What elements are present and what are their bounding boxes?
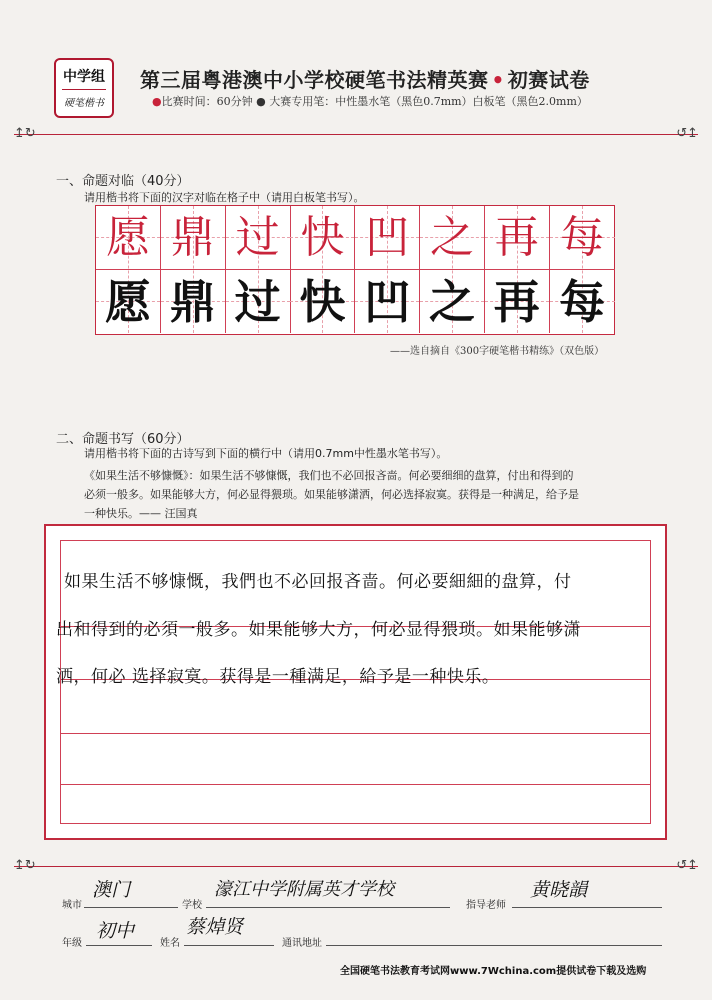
section1-heading: 一、命题对临（40分） [56, 174, 190, 189]
scissor-ornament-icon: ↺↥ [676, 126, 698, 141]
copied-character[interactable]: 每 [559, 275, 606, 329]
page-title [140, 64, 590, 93]
badge-divider [62, 89, 106, 90]
copied-character[interactable]: 快 [299, 275, 346, 329]
grid-cell [290, 206, 355, 333]
scissor-ornament-icon: ↥↻ [14, 858, 36, 873]
exam-info [152, 93, 588, 109]
address-label: 通讯地址 [282, 938, 322, 949]
school-value[interactable]: 濠江中学附属英才学校 [214, 879, 394, 900]
reference-character: 再 [494, 212, 539, 263]
scissor-ornament-icon: ↥↻ [14, 126, 36, 141]
cell-divider [355, 269, 419, 270]
reference-character: 过 [235, 212, 280, 263]
section1-instruction: 请用楷书将下面的汉字对临在格子中（请用白板笔书写）。 [84, 191, 365, 204]
city-value[interactable]: 澳门 [92, 879, 131, 901]
handwriting-line: 洒，何必 选择寂寞。获得是一種满足，給予是一种快乐。 [56, 667, 500, 687]
cell-divider [550, 269, 615, 270]
header-rule [14, 134, 698, 135]
poem-line: 《如果生活不够慷慨》：如果生活不够慷慨，我们也不必回报吝啬。何必要细细的盘算，付出和得到的 [84, 469, 574, 482]
cell-divider [161, 269, 225, 270]
city-line [84, 907, 178, 908]
address-line [326, 945, 662, 946]
scissor-ornament-icon: ↺↥ [676, 858, 698, 873]
city-label: 城市 [62, 900, 82, 911]
footer-rule [14, 866, 698, 867]
grid-cell [161, 206, 226, 333]
copied-character[interactable]: 鼎 [169, 275, 216, 329]
grid-cell [550, 206, 615, 333]
name-label: 姓名 [160, 938, 180, 949]
handwriting-line: 出和得到的必須一般多。如果能够大方，何必显得猥琐。如果能够潇 [56, 620, 581, 640]
writing-line [60, 784, 651, 785]
grid-cell [420, 206, 485, 333]
grid-cell [485, 206, 550, 333]
copied-character[interactable]: 过 [234, 275, 281, 329]
poem-line: 一种快乐。—— 汪国真 [84, 507, 198, 520]
title-dot: • [491, 68, 505, 92]
reference-character: 之 [430, 212, 474, 263]
handwriting-line: 如果生活不够慷慨，我們也不必回报吝啬。何必要細細的盘算，付 [64, 572, 572, 592]
teacher-label: 指导老师 [466, 900, 506, 911]
name-line [184, 945, 274, 946]
cell-divider [485, 269, 549, 270]
badge-group: 中学组 [63, 69, 105, 85]
grid-cell [96, 206, 161, 333]
reference-character: 凹 [365, 212, 410, 263]
cell-divider [226, 269, 290, 270]
teacher-value[interactable]: 黄晓韻 [530, 879, 588, 901]
section2-instruction: 请用楷书将下面的古诗写到下面的横行中（请用0.7mm中性墨水笔书写）。 [84, 447, 448, 460]
title-main: 第三届粤港澳中小学校硬笔书法精英赛 [140, 68, 489, 92]
grade-line [86, 945, 152, 946]
reference-character: 每 [560, 212, 605, 263]
reference-character: 鼎 [170, 212, 215, 263]
group-badge [54, 58, 114, 118]
grid-cell [355, 206, 420, 333]
copy-grid [95, 205, 615, 335]
school-line [206, 907, 450, 908]
copied-character[interactable]: 愿 [105, 275, 151, 329]
section2-heading: 二、命题书写（60分） [56, 432, 190, 447]
poem-line: 必须一般多。如果能够大方，何必显得猥琐。如果能够潇洒，何必选择寂寞。获得是一种满足，给予是 [84, 488, 579, 501]
cell-divider [420, 269, 484, 270]
reference-character: 快 [300, 212, 345, 263]
badge-subtitle: 硬笔楷书 [64, 98, 104, 109]
copied-character[interactable]: 凹 [364, 275, 411, 329]
bullet-icon: ● [152, 95, 162, 108]
grid-cell [226, 206, 291, 333]
teacher-line [512, 907, 662, 908]
reference-character: 愿 [106, 212, 150, 263]
exam-info-text: 比赛时间：60分钟 ● 大赛专用笔：中性墨水笔（黑色0.7mm）白板笔（黑色2.0mm） [161, 95, 588, 108]
source-note: ——选自摘自《300字硬笔楷书精练》（双色版） [390, 346, 605, 357]
writing-line [60, 733, 651, 734]
cell-divider [96, 269, 160, 270]
name-value[interactable]: 蔡焯贤 [186, 916, 244, 938]
grade-label: 年级 [62, 938, 82, 949]
copied-character[interactable]: 之 [429, 275, 475, 329]
copied-character[interactable]: 再 [493, 275, 540, 329]
grade-value[interactable]: 初中 [96, 920, 135, 942]
title-end: 初赛试卷 [507, 68, 590, 92]
school-label: 学校 [182, 900, 202, 911]
cell-divider [290, 269, 354, 270]
footer-advert: 全国硬笔书法教育考试网www.7Wchina.com提供试卷下载及选购 [340, 966, 647, 977]
